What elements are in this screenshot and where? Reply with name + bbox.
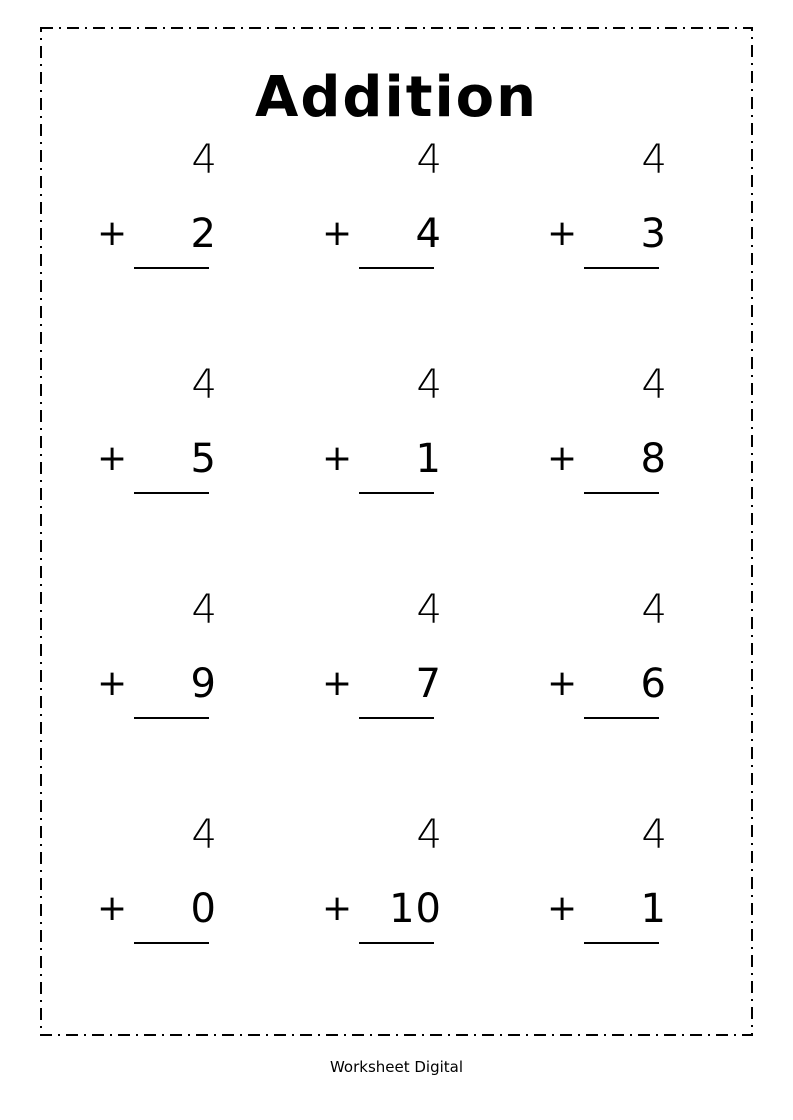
answer-line[interactable] <box>134 942 209 944</box>
addend-bottom: 1 <box>415 436 442 482</box>
plus-operator: + <box>322 213 353 254</box>
answer-line[interactable] <box>359 942 434 944</box>
addition-problem <box>322 812 452 965</box>
answer-line[interactable] <box>359 267 434 269</box>
addition-problem <box>97 362 227 515</box>
addend-bottom: 10 <box>389 886 442 932</box>
addend-bottom: 6 <box>640 661 667 707</box>
plus-operator: + <box>97 438 128 479</box>
addend-bottom: 4 <box>415 211 442 257</box>
addend-top: 4 <box>416 812 442 858</box>
addition-problem <box>547 362 677 515</box>
addend-top: 4 <box>641 362 667 408</box>
addition-problem <box>547 812 677 965</box>
addend-top: 4 <box>641 812 667 858</box>
addition-problem <box>322 137 452 290</box>
plus-operator: + <box>97 213 128 254</box>
addend-top: 4 <box>641 137 667 183</box>
plus-operator: + <box>547 663 578 704</box>
addition-problem <box>547 137 677 290</box>
answer-line[interactable] <box>359 492 434 494</box>
answer-line[interactable] <box>134 717 209 719</box>
answer-line[interactable] <box>584 492 659 494</box>
plus-operator: + <box>97 888 128 929</box>
addend-top: 4 <box>416 137 442 183</box>
addition-problem <box>322 587 452 740</box>
addend-bottom: 1 <box>640 886 667 932</box>
addition-problem <box>97 137 227 290</box>
answer-line[interactable] <box>584 942 659 944</box>
plus-operator: + <box>322 663 353 704</box>
addend-top: 4 <box>191 362 217 408</box>
worksheet-title: Addition <box>254 64 538 130</box>
addend-bottom: 5 <box>190 436 217 482</box>
addend-top: 4 <box>191 587 217 633</box>
plus-operator: + <box>547 213 578 254</box>
plus-operator: + <box>97 663 128 704</box>
answer-line[interactable] <box>134 492 209 494</box>
addend-top: 4 <box>191 137 217 183</box>
addend-bottom: 7 <box>415 661 442 707</box>
answer-line[interactable] <box>134 267 209 269</box>
footer-credit: Worksheet Digital <box>329 1058 464 1076</box>
plus-operator: + <box>322 888 353 929</box>
addition-problem <box>547 587 677 740</box>
addend-top: 4 <box>416 362 442 408</box>
addend-top: 4 <box>191 812 217 858</box>
addend-bottom: 3 <box>640 211 667 257</box>
addition-problem <box>97 587 227 740</box>
addend-bottom: 9 <box>190 661 217 707</box>
plus-operator: + <box>547 888 578 929</box>
answer-line[interactable] <box>584 267 659 269</box>
addend-bottom: 8 <box>640 436 667 482</box>
addend-top: 4 <box>416 587 442 633</box>
addend-bottom: 0 <box>190 886 217 932</box>
addend-bottom: 2 <box>190 211 217 257</box>
addend-top: 4 <box>641 587 667 633</box>
plus-operator: + <box>547 438 578 479</box>
addition-problem <box>322 362 452 515</box>
answer-line[interactable] <box>359 717 434 719</box>
plus-operator: + <box>322 438 353 479</box>
addition-problem <box>97 812 227 965</box>
answer-line[interactable] <box>584 717 659 719</box>
